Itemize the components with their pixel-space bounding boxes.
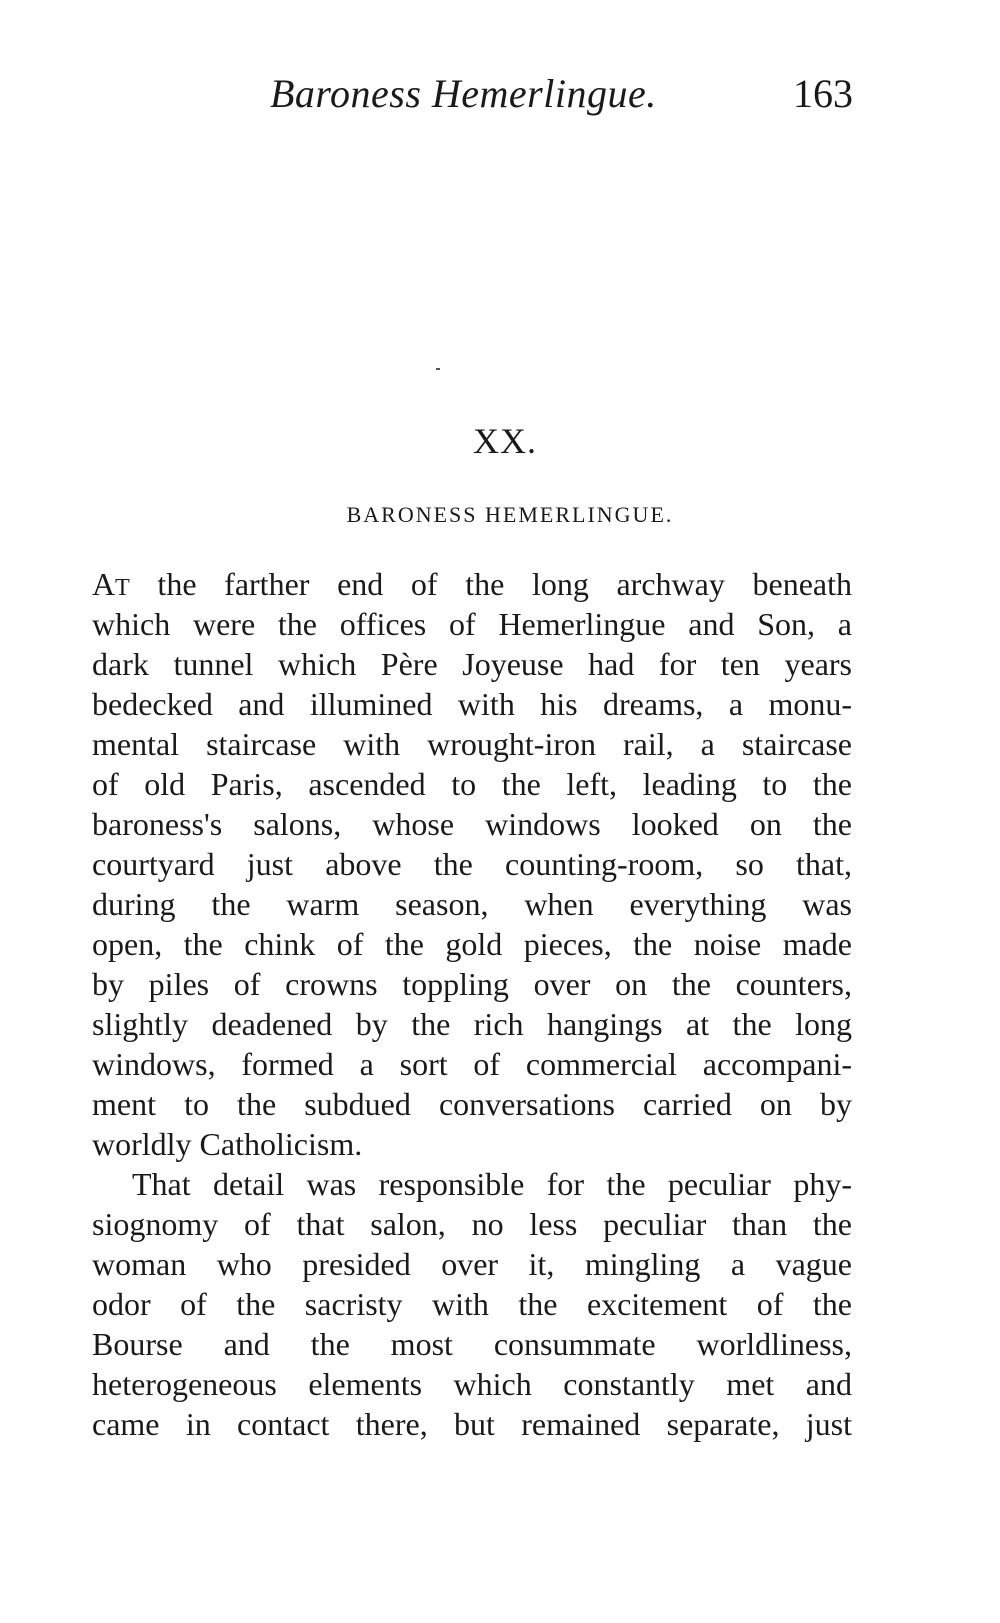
text-line: which were the offices of Hemerlingue and Son, a <box>92 606 852 642</box>
text-line: ment to the subdued conversations carried on by <box>92 1086 852 1122</box>
smallcap-letter: T <box>115 575 130 601</box>
chapter-title: BARONESS HEMERLINGUE. <box>346 502 674 527</box>
text-line: worldly Catholicism. <box>92 1126 363 1162</box>
text-line: woman who presided over it, mingling a vague <box>92 1246 852 1282</box>
dropcap-letter: A <box>92 566 116 602</box>
text-line: by piles of crowns toppling over on the counters, <box>92 966 852 1002</box>
paragraph-2-first-line: That detail was responsible for the peculiar phy- <box>132 1166 852 1202</box>
text-line: heterogeneous elements which constantly met and <box>92 1366 852 1402</box>
text-line: siognomy of that salon, no less peculiar than the <box>92 1206 852 1242</box>
text-line: during the warm season, when everything was <box>92 886 852 922</box>
text-line: mental staircase with wrought-iron rail, a staircase <box>92 726 852 762</box>
text-line: baroness's salons, whose windows looked on the <box>92 806 852 842</box>
text-line: open, the chink of the gold pieces, the noise made <box>92 926 852 962</box>
first-line-text: the farther end of the long archway beneath <box>129 566 852 602</box>
chapter-number: XX. <box>473 421 537 461</box>
text-line: bedecked and illumined with his dreams, a monu- <box>92 686 852 722</box>
page-number: 163 <box>793 71 853 116</box>
running-title: Baroness Hemerlingue. <box>270 71 657 116</box>
ornament-dot <box>436 368 440 370</box>
paragraph-1-line-1 <box>92 564 852 604</box>
text-line: slightly deadened by the rich hangings at the long <box>92 1006 852 1042</box>
text-line: came in contact there, but remained separate, just <box>92 1406 852 1442</box>
text-line: dark tunnel which Père Joyeuse had for ten years <box>92 646 852 682</box>
text-line: of old Paris, ascended to the left, leading to the <box>92 766 852 802</box>
body-text <box>92 564 852 1444</box>
running-head <box>0 70 1000 130</box>
text-line: courtyard just above the counting-room, so that, <box>92 846 852 882</box>
text-line: odor of the sacristy with the excitement of the <box>92 1286 852 1322</box>
text-line: Bourse and the most consummate worldliness, <box>92 1326 852 1362</box>
text-line: windows, formed a sort of commercial accompani- <box>92 1046 852 1082</box>
